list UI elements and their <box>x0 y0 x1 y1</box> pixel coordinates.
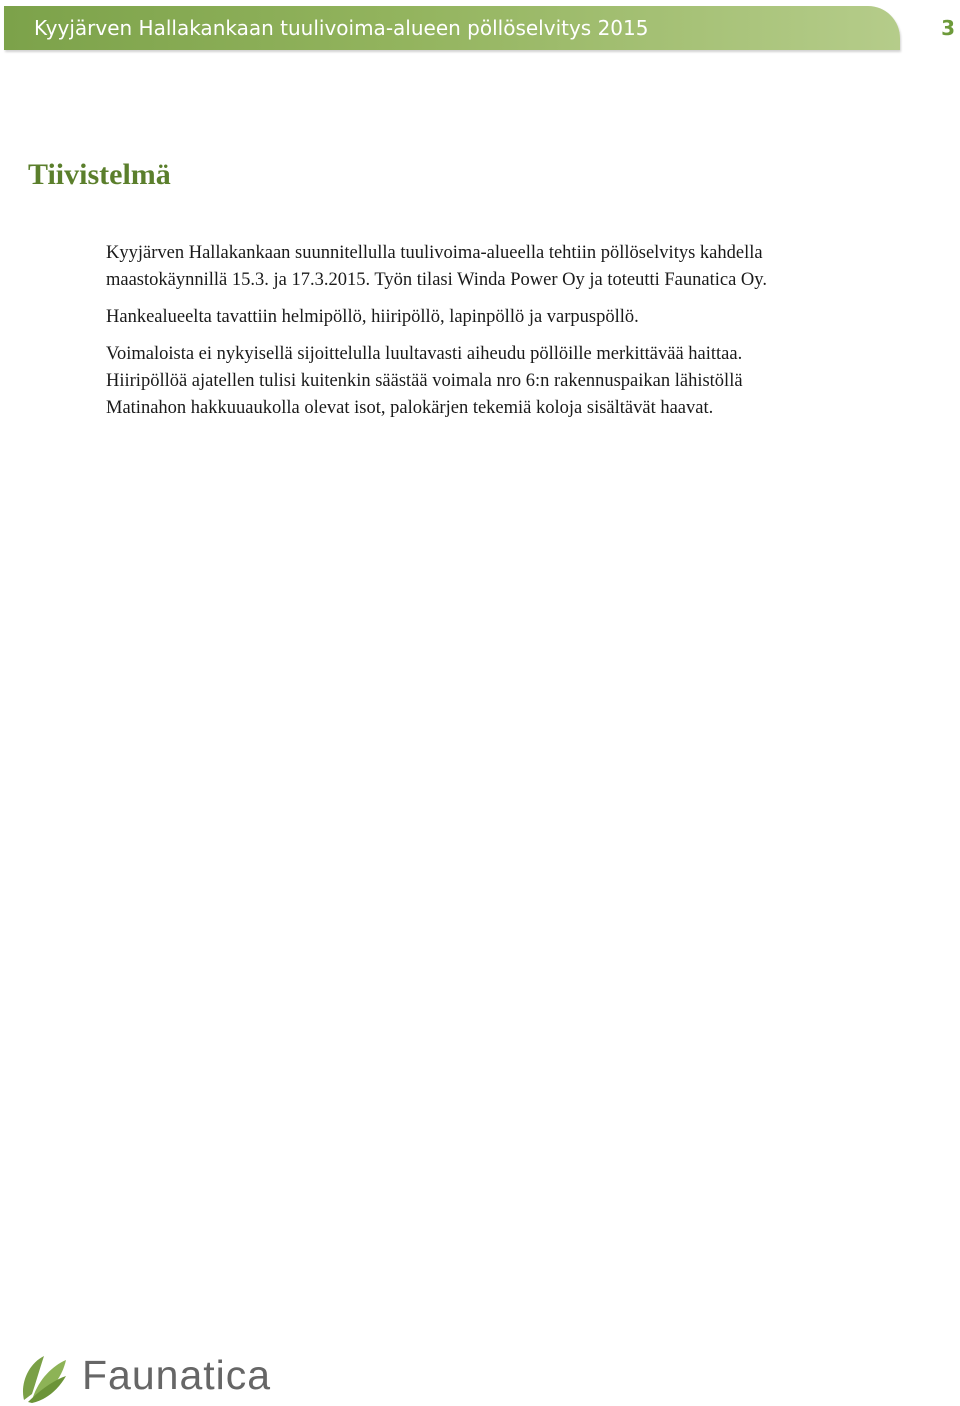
faunatica-logo <box>18 1350 278 1406</box>
text-line: Hankealueelta tavattiin helmipöllö, hiiripöllö, lapinpöllö ja varpuspöllö. <box>106 307 639 327</box>
paragraph-species <box>106 304 906 331</box>
paragraph-survey <box>106 240 906 294</box>
logo-text: Faunatica <box>82 1352 272 1398</box>
text-line: Voimaloista ei nykyisellä sijoittelulla luultavasti aiheudu pöllöille merkittävää haittaa. <box>106 344 743 364</box>
text-line: Kyyjärven Hallakankaan suunnitellulla tuulivoima-alueella tehtiin pöllöselvitys kahdella <box>106 243 763 263</box>
text-line: Hiiripöllöä ajatellen tulisi kuitenkin säästää voimala nro 6:n rakennuspaikan lähistöllä <box>106 371 743 391</box>
text-line: Matinahon hakkuuaukolla olevat isot, palokärjen tekemiä koloja sisältävät haavat. <box>106 398 714 418</box>
header-title: Kyyjärven Hallakankaan tuulivoima-alueen pöllöselvitys 2015 <box>34 16 649 40</box>
paragraph-impact <box>106 341 906 422</box>
header-band <box>4 6 900 50</box>
page-number: 3 <box>941 16 955 40</box>
summary-body <box>106 240 906 432</box>
section-title: Tiivistelmä <box>28 158 171 191</box>
leaf-logo-icon <box>18 1350 68 1404</box>
text-line: maastokäynnillä 15.3. ja 17.3.2015. Työn tilasi Winda Power Oy ja toteutti Faunatica Oy. <box>106 270 767 290</box>
